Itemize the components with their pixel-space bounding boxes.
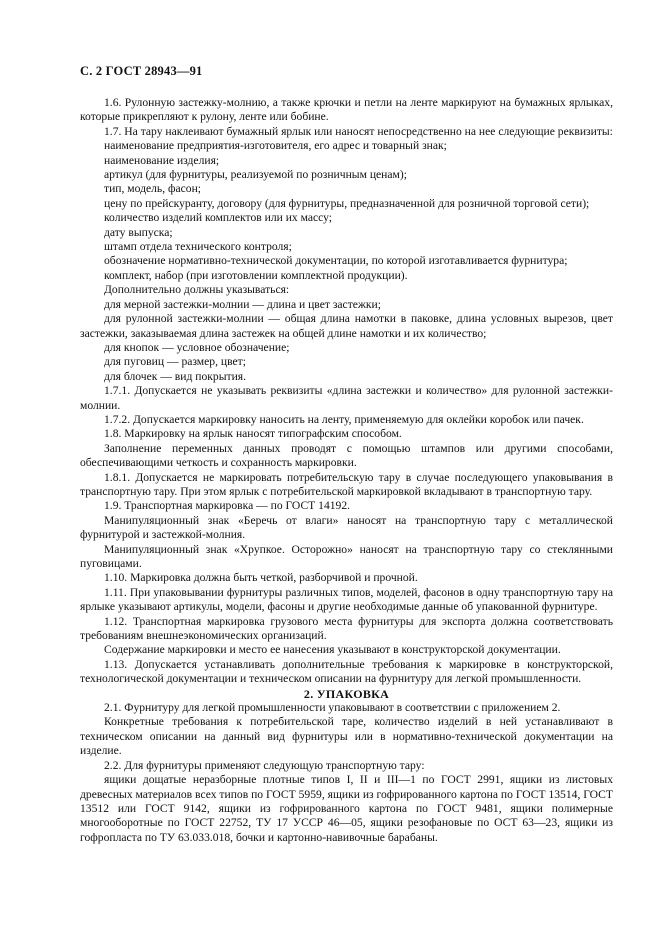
section-title: 2. УПАКОВКА [303, 686, 390, 701]
list-item: для блочек — вид покрытия. [104, 369, 247, 383]
list-item: тип, модель, фасон; [104, 182, 202, 196]
paragraph: 2.1. Фурнитуру для легкой промышленности упаковывают в соответствии с приложением 2. [104, 701, 561, 715]
list-item: количество изделий комплектов или их массу; [104, 211, 333, 225]
paragraph: 1.8. Маркировку на ярлык наносят типографским способом. [104, 427, 402, 441]
paragraph: Дополнительно должны указываться: [104, 283, 290, 297]
paragraph: 1.7.2. Допускается маркировку наносить на ленту, применяемую для оклейки коробок или пачек. [104, 412, 584, 426]
list-item: наименование изделия; [104, 153, 220, 167]
paragraph: Содержание маркировки и место ее нанесения указывают в конструкторской документации. [104, 643, 561, 657]
paragraph: Конкретные требования к потребительской таре, количество изделий в ней устанавливают в техническом описании на данный вид фурнитуры или в нормативно-технической документации на изделие. [80, 715, 613, 758]
paragraph: 1.12. Транспортная маркировка грузового места фурнитуры для экспорта должна соответствовать требованиям внешнеэкономических организаций. [80, 614, 613, 643]
paragraph: 1.7.1. Допускается не указывать реквизиты «длина застежки и количество» для рулонной застежки-молнии. [80, 384, 613, 412]
paragraph: 1.6. Рулонную застежку-молнию, а также крючки и петли на ленте маркируют на бумажных ярлыках, которые прикрепляют к рулону, ленте или бобине. [80, 96, 613, 124]
list-item: штамп отдела технического контроля; [104, 240, 292, 254]
list-item: для кнопок — условное обозначение; [104, 340, 290, 354]
paragraph: 1.11. При упаковывании фурнитуры различных типов, моделей, фасонов в одну транспортную тару на ярлыке указывают артикулы, модели, фасоны и другие необходимые данные об упакованной фурнитуре. [80, 585, 613, 614]
list-item: обозначение нормативно-технической документации, по которой изготавливается фурнитура; [104, 254, 568, 268]
list-item: для мерной застежки-молнии — длина и цвет застежки; [104, 297, 381, 311]
list-item: дату выпуска; [104, 225, 173, 239]
paragraph: 2.2. Для фурнитуры применяют следующую транспортную тару: [104, 758, 425, 772]
paragraph: Заполнение переменных данных проводят с помощью штампов или другими способами, обеспечивающими четкость и сохранность маркировки. [80, 441, 613, 470]
paragraph: Манипуляционный знак «Хрупкое. Осторожно» наносят на транспортную тару со стеклянными пуговицами. [80, 542, 613, 570]
list-item: артикул (для фурнитуры, реализуемой по розничным ценам); [104, 168, 407, 182]
list-item: для пуговиц — размер, цвет; [104, 355, 246, 369]
list-item: наименование предприятия-изготовителя, его адрес и товарный знак; [104, 139, 447, 153]
list-item: для рулонной застежки-молнии — общая длина намотки в паковке, длина условных вырезов, цвет застежки, заказываемая длина застежек на общей длине намотки и их количество; [80, 312, 613, 340]
paragraph: 1.10. Маркировка должна быть четкой, разборчивой и прочной. [104, 571, 418, 585]
paragraph: 1.9. Транспортная маркировка — по ГОСТ 14192. [104, 499, 351, 513]
document-body [80, 96, 613, 845]
list-item: цену по прейскуранту, договору (для фурнитуры, предназначенной для розничной торговой сети); [104, 196, 590, 210]
page-header: С. 2 ГОСТ 28943—91 [80, 64, 203, 78]
paragraph: 1.13. Допускается устанавливать дополнительные требования к маркировке в конструкторской, технологической документации и техническом описании на фурнитуру для легкой промышленности. [80, 657, 613, 686]
paragraph: ящики дощатые неразборные плотные типов I, II и III—1 по ГОСТ 2991, ящики из листовых древесных материалов всех типов по ГОСТ 5959, ящики из гофрированного картона по ГОСТ 13514, ГОСТ 13512 или ГОСТ 9142, ящики из гофрированного картона по ГОСТ 9481, ящики полимерные многооборотные по ГОСТ 22752, ТУ 17 УССР 46—05, ящики резофановые по ОСТ 63—23, ящики из гофропласта по ТУ 63.033.018, бочки и картонно-навивочные барабаны. [80, 773, 613, 844]
list-item: комплект, набор (при изготовлении комплектной продукции). [104, 268, 408, 282]
paragraph: 1.7. На тару наклеивают бумажный ярлык или наносят непосредственно на нее следующие реквизиты: [104, 124, 613, 138]
paragraph: Манипуляционный знак «Беречь от влаги» наносят на транспортную тару с металлической фурнитурой и застежкой-молния. [80, 513, 613, 542]
paragraph: 1.8.1. Допускается не маркировать потребительскую тару в случае последующего упаковывания в транспортную тару. При этом ярлык с потребительской маркировкой вкладывают в транспортную тару. [80, 470, 613, 498]
